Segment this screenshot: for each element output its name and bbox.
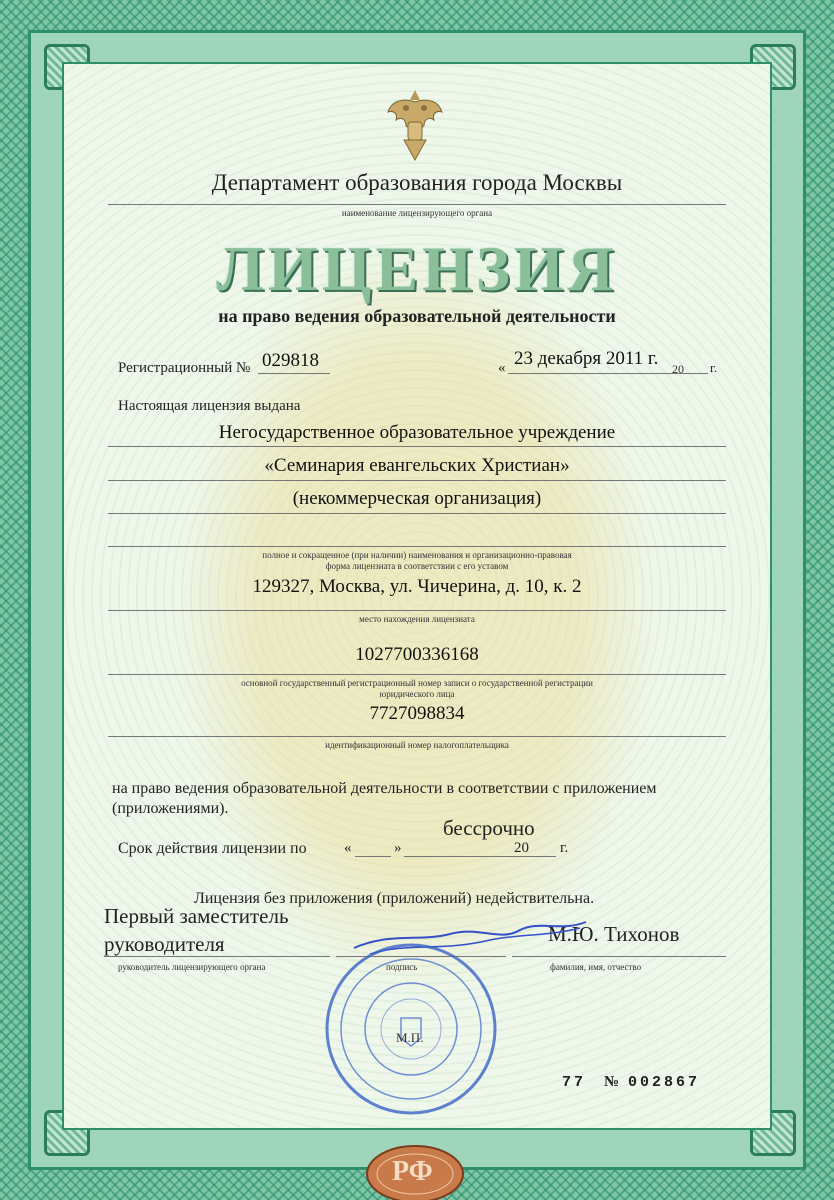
validity-suffix: г. [560,840,569,856]
date-year-prefix: 20 [672,362,684,376]
licensee-underline-3 [108,513,726,514]
authority-caption: наименование лицензирующего органа [341,208,493,218]
document-subtitle: на право ведения образовательной деятельности [218,306,616,326]
document-title: ЛИЦЕНЗИЯ [216,233,618,304]
serial-number: 002867 [628,1074,701,1091]
ogrn-number: 1027700336168 [355,644,479,665]
validity-open-quote: « [344,840,352,856]
ogrn-underline [108,674,726,675]
licensee-name-line-1: Негосударственное образовательное учреждение [218,422,616,443]
licensee-caption-2: форма лицензиата в соответствии с его уставом [325,561,509,571]
validity-close-quote: » [394,840,402,856]
rf-mark-text: РФ [392,1156,433,1187]
name-caption: фамилия, имя, отчество [550,962,642,972]
address-underline [108,610,726,611]
licensee-name-line-2: «Семинария евангельских Христиан» [264,455,570,476]
inn-caption: идентификационный номер налогоплательщика [325,740,509,750]
validity-label: Срок действия лицензии по [118,840,307,857]
signature-caption: подпись [386,962,418,972]
licensee-name-line-3: (некоммерческая организация) [292,488,542,509]
validity-year-underline [534,856,556,857]
scope-text-line-1: на право ведения образовательной деятельности в соответствии с приложением [112,780,657,797]
licensee-underline-2 [108,480,726,481]
serial-number-sign: № [604,1074,620,1090]
licensing-authority-name: Департамент образования города Москвы [211,170,623,195]
signatory-name: М.Ю. Тихонов [548,922,680,946]
licensee-caption-1: полное и сокращенное (при наличии) наименования и организационно-правовая [262,550,572,560]
licensee-underline-1 [108,446,726,447]
registration-number: 029818 [262,350,319,371]
signatory-position-line-1: Первый заместитель [104,904,289,928]
registration-number-underline [258,373,330,374]
registration-date: 23 декабря 2011 г. [514,348,659,369]
licensee-underline-4 [108,546,726,547]
position-caption: руководитель лицензирующего органа [118,962,266,972]
ogrn-caption-1: основной государственный регистрационный номер записи о государственной регистрации [241,678,593,688]
address-caption: место нахождения лицензиата [359,614,475,624]
inn-number: 7727098834 [369,703,465,724]
validity-value: бессрочно [443,816,535,840]
issued-label: Настоящая лицензия выдана [118,398,301,414]
position-underline [104,956,330,957]
authority-underline [108,204,726,205]
signatory-position-line-2: руководителя [104,932,225,956]
seal-placeholder-text: М.П. [396,1030,424,1045]
registration-label: Регистрационный № [118,360,251,376]
scope-text-line-2: (приложениями). [112,800,229,817]
validity-day-underline [355,856,391,857]
official-seal-icon [322,940,500,1118]
serial-series: 77 [562,1074,587,1091]
date-open-quote: « [498,360,506,376]
licensee-address: 129327, Москва, ул. Чичерина, д. 10, к. 2 [252,576,582,597]
annex-note: Лицензия без приложения (приложений) недействительна. [194,890,595,907]
inn-underline [108,736,726,737]
validity-year-prefix: 20 [514,840,529,856]
ogrn-caption-2: юридического лица [379,689,455,699]
coat-of-arms-icon [384,86,446,166]
date-suffix: г. [710,360,718,375]
